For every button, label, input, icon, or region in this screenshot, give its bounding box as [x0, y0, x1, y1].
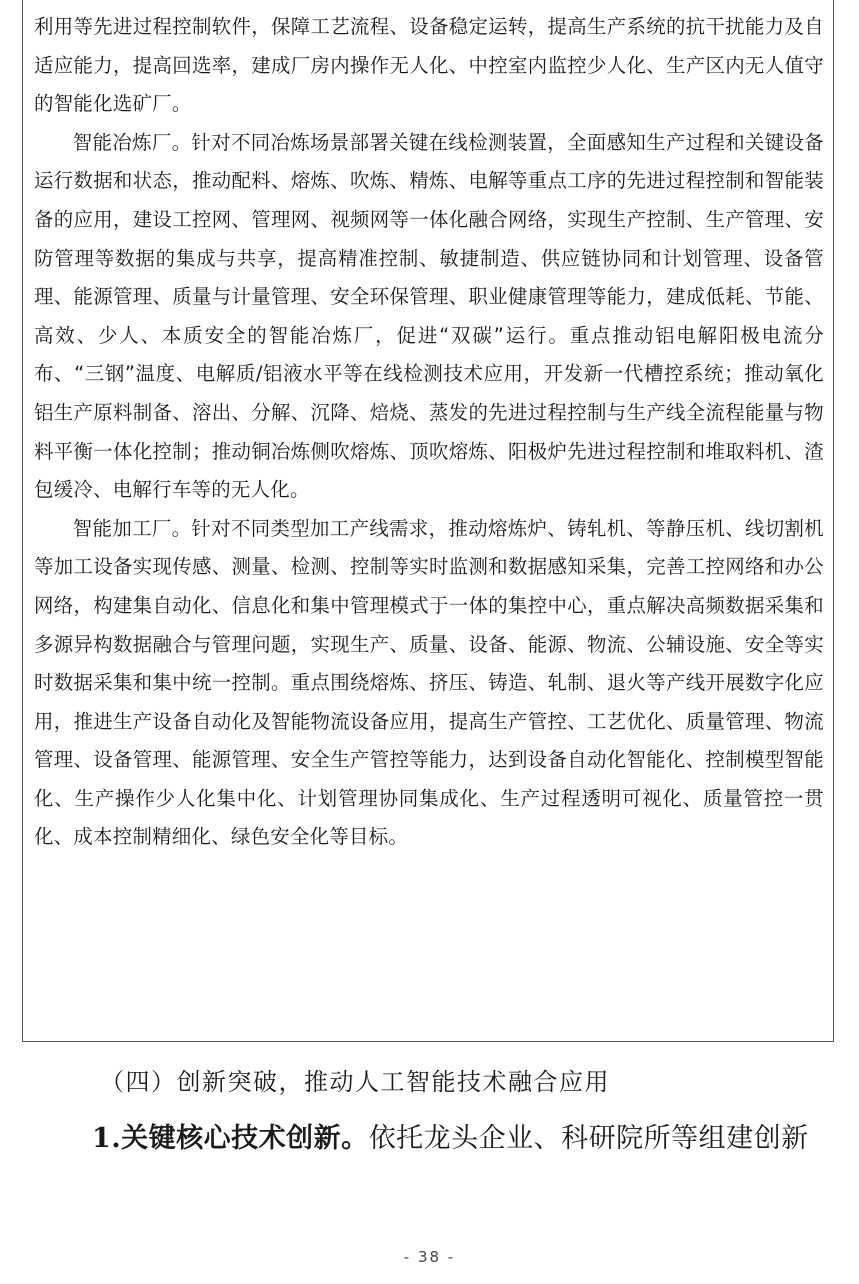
paragraph-continued: 利用等先进过程控制软件，保障工艺流程、设备稳定运转，提高生产系统的抗干扰能力及自适应能力，提高回选率，建成厂房内操作无人化、中控室内监控少人化、生产区内无人值守的智能化选矿厂。 — [34, 15, 824, 116]
item-1-title: 1.关键核心技术创新。 — [92, 1123, 369, 1154]
paragraph-smart-smelting: 智能冶炼厂。针对不同冶炼场景部署关键在线检测装置，全面感知生产过程和关键设备运行数据和状态，推动配料、熔炼、吹炼、精炼、电解等重点工序的先进过程控制和智能装备的应用，建设工控网、管理网、视频网等一体化融合网络，实现生产控制、生产管理、安防管理等数据的集成与共享，提高精准控制、敏捷制造、供应链协同和计划管理、设备管理、能源管理、质量与计量管理、安全环保管理、职业健康管理等能力，建成低耗、节能、高效、少人、本质安全的智能冶炼厂，促进“双碳”运行。重点推动铝电解阳极电流分布、“三钢”温度、电解质/铝液水平等在线检测技术应用，开发新一代槽控系统；推动氧化铝生产原料制备、溶出、分解、沉降、焙烧、蒸发的先进过程控制与生产线全流程能量与物料平衡一体化控制；推动铜冶炼侧吹熔炼、顶吹熔炼、阳极炉先进过程控制和堆取料机、渣包缓冷、电解行车等的无人化。 — [34, 130, 824, 502]
text-box — [22, 0, 834, 1042]
item-1-paragraph — [92, 1116, 809, 1155]
page-number: - 38 - — [403, 1248, 456, 1266]
item-1-text: 依托龙头企业、科研院所等组建创新 — [368, 1123, 809, 1154]
section-heading: （四）创新突破，推动人工智能技术融合应用 — [100, 1068, 610, 1096]
paragraph-smart-processing: 智能加工厂。针对不同类型加工产线需求，推动熔炼炉、铸轧机、等静压机、线切割机等加工设备实现传感、测量、检测、控制等实时监测和数据感知采集，完善工控网络和办公网络，构建集自动化、信息化和集中管理模式于一体的集控中心，重点解决高频数据采集和多源异构数据融合与管理问题，实现生产、质量、设备、能源、物流、公辅设施、安全等实时数据采集和集中统一控制。重点围绕熔炼、挤压、铸造、轧制、退火等产线开展数字化应用，推进生产设备自动化及智能物流设备应用，提高生产管控、工艺优化、质量管理、物流管理、设备管理、能源管理、安全生产管控等能力，达到设备自动化智能化、控制模型智能化、生产操作少人化集中化、计划管理协同集成化、生产过程透明可视化、质量管控一贯化、成本控制精细化、绿色安全化等目标。 — [34, 516, 824, 849]
